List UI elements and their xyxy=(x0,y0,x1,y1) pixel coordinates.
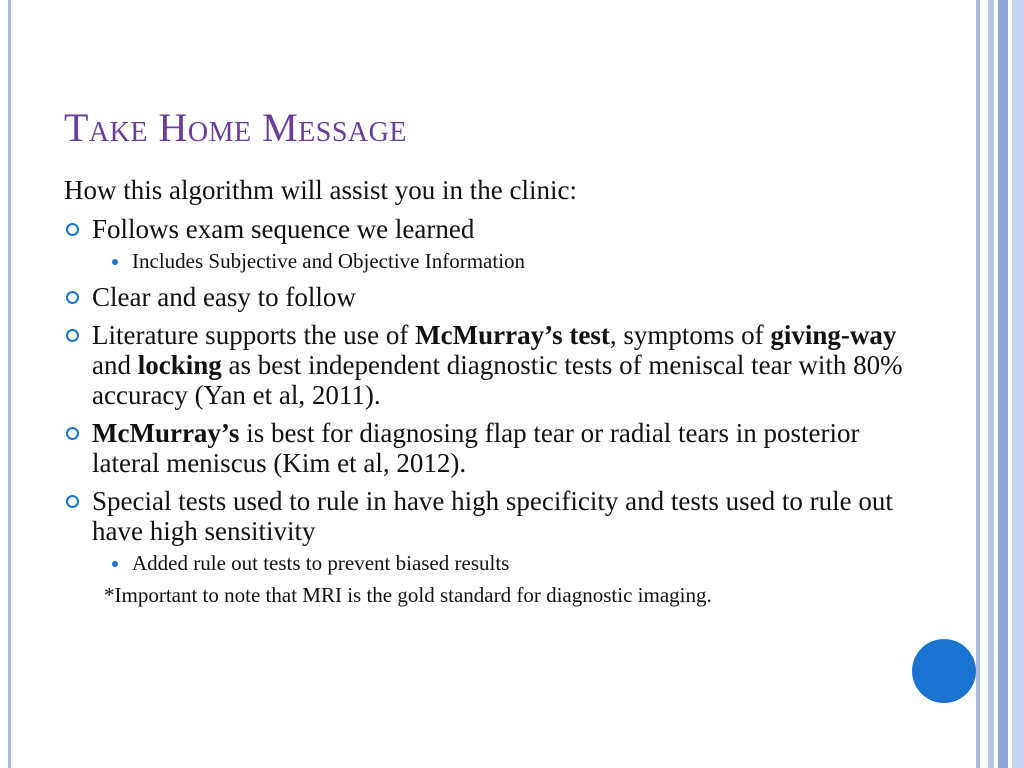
sub-bullet-text: Added rule out tests to prevent biased results xyxy=(132,551,510,575)
bullet-text: Special tests used to rule in have high specificity and tests used to rule out have high sensitivity xyxy=(92,486,893,546)
ring-bullet-icon xyxy=(66,329,79,342)
stripe xyxy=(998,0,1008,768)
ring-bullet-icon xyxy=(66,495,79,508)
dot-bullet-icon xyxy=(112,259,118,265)
note-text: *Important to note that MRI is the gold standard for diagnostic imaging. xyxy=(104,583,712,607)
dot-bullet-icon xyxy=(112,561,118,567)
bold-term: giving-way xyxy=(770,320,897,350)
ring-bullet-icon xyxy=(66,427,79,440)
bullet-item xyxy=(64,214,904,244)
sub-bullet-item xyxy=(64,249,904,274)
bullet-text: is best for diagnosing flap tear or radial tears in posterior lateral meniscus (Kim et al, 2012). xyxy=(92,418,860,478)
bold-term: McMurray’s test xyxy=(415,320,610,350)
ring-bullet-icon xyxy=(66,223,79,236)
slide-content xyxy=(64,175,904,608)
bullet-text: Clear and easy to follow xyxy=(92,282,356,312)
stripe xyxy=(1012,0,1024,768)
stripe xyxy=(988,0,994,768)
bullet-text: , symptoms of xyxy=(609,320,771,350)
bullet-text: as best independent diagnostic tests of meniscal tear with 80% accuracy (Yan et al, 2011). xyxy=(92,350,903,410)
bullet-text: Literature supports the use of xyxy=(92,320,416,350)
bullet-text: and xyxy=(92,350,138,380)
bullet-item xyxy=(64,486,904,546)
sub-bullet-item xyxy=(64,551,904,576)
right-stripes xyxy=(976,0,1024,768)
decorative-circle xyxy=(912,639,976,703)
stripe xyxy=(976,0,980,768)
bullet-item xyxy=(64,320,904,410)
bold-term: McMurray’s xyxy=(92,418,240,448)
slide-title: Take Home Message xyxy=(64,105,407,150)
bullet-text: Follows exam sequence we learned xyxy=(92,214,475,244)
left-border xyxy=(8,0,11,768)
sub-bullet-text: Includes Subjective and Objective Information xyxy=(132,249,526,273)
intro-text: How this algorithm will assist you in the clinic: xyxy=(64,175,577,205)
bold-term: locking xyxy=(137,350,222,380)
bullet-item xyxy=(64,282,904,312)
bullet-item xyxy=(64,418,904,478)
ring-bullet-icon xyxy=(66,291,79,304)
